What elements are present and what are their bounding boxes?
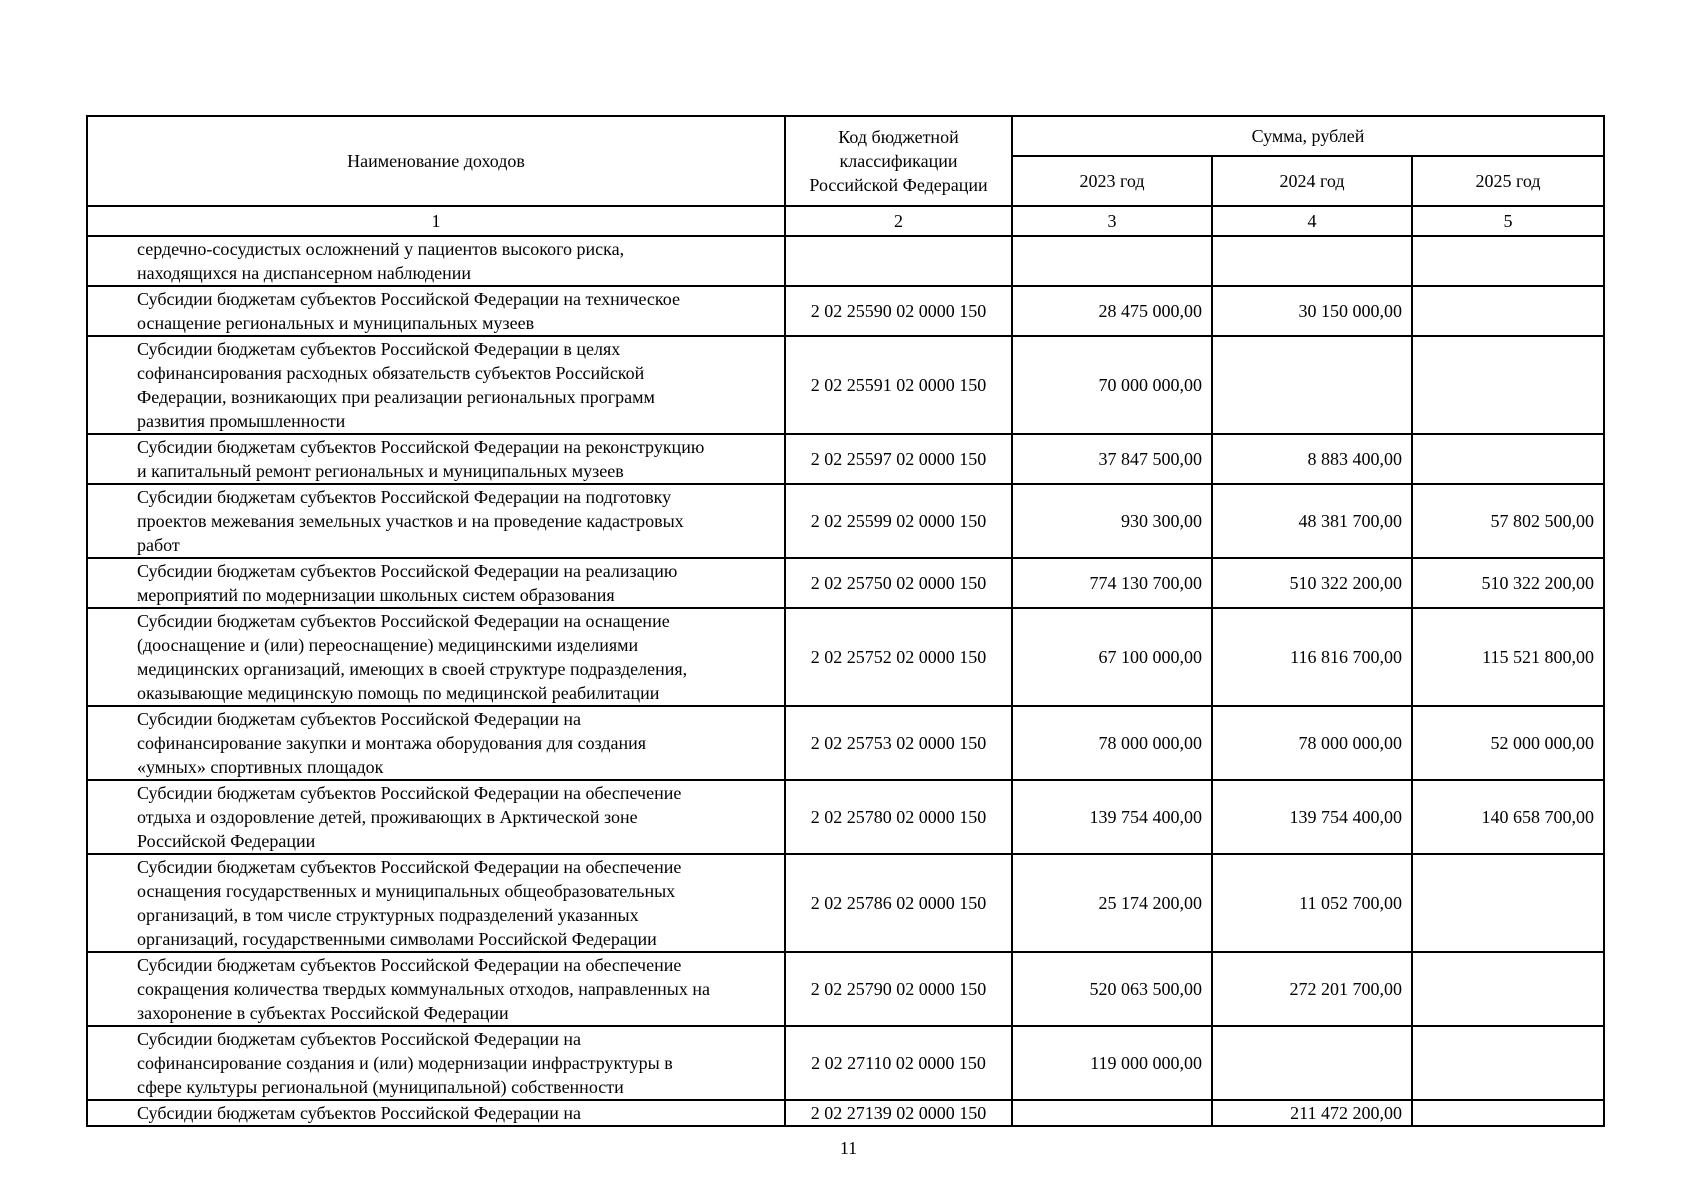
income-name-cell — [87, 236, 785, 286]
table-row — [87, 434, 1604, 484]
amount-2024-cell: 30 150 000,00 — [1212, 286, 1412, 336]
budget-code-cell: 2 02 25591 02 0000 150 — [785, 336, 1012, 434]
budget-code-cell: 2 02 25780 02 0000 150 — [785, 780, 1012, 854]
table-row — [87, 484, 1604, 558]
header-budget-code — [785, 116, 1012, 206]
budget-code-cell: 2 02 25790 02 0000 150 — [785, 952, 1012, 1026]
income-name-cell — [87, 780, 785, 854]
income-name-cell — [87, 854, 785, 952]
income-name-cell — [87, 434, 785, 484]
column-number-row — [87, 206, 1604, 236]
amount-2024-cell: 116 816 700,00 — [1212, 608, 1412, 706]
income-name-line: Субсидии бюджетам субъектов Российской Федерации на подготовку — [137, 487, 672, 507]
header-row-1 — [87, 116, 1604, 156]
amount-2024-cell: 139 754 400,00 — [1212, 780, 1412, 854]
income-name-line: Субсидии бюджетам субъектов Российской Федерации на — [137, 709, 582, 729]
column-number: 5 — [1412, 206, 1604, 236]
column-number: 4 — [1212, 206, 1412, 236]
amount-2025-cell — [1412, 336, 1604, 434]
income-name-line: проектов межевания земельных участков и на проведение кадастровых — [137, 511, 684, 531]
amount-2024-cell: 211 472 200,00 — [1212, 1100, 1412, 1126]
amount-2025-cell: 57 802 500,00 — [1412, 484, 1604, 558]
budget-code-cell — [785, 236, 1012, 286]
amount-2023-cell: 930 300,00 — [1012, 484, 1212, 558]
amount-2024-cell — [1212, 336, 1412, 434]
header-budget-code-line: Российской Федерации — [809, 175, 988, 195]
income-name-line: сокращения количества твердых коммунальных отходов, направленных на — [137, 979, 710, 999]
budget-code-cell: 2 02 27110 02 0000 150 — [785, 1026, 1012, 1100]
amount-2023-cell: 139 754 400,00 — [1012, 780, 1212, 854]
header-sum-rubles: Сумма, рублей — [1012, 116, 1604, 156]
amount-2025-cell: 52 000 000,00 — [1412, 706, 1604, 780]
header-year-2025: 2025 год — [1412, 156, 1604, 206]
income-name-line: оказывающие медицинскую помощь по медицинской реабилитации — [137, 683, 660, 703]
table-row — [87, 558, 1604, 608]
column-number: 1 — [87, 206, 785, 236]
income-name-line: организаций, в том числе структурных подразделений указанных — [137, 905, 639, 925]
header-budget-code-line: классификации — [839, 151, 958, 171]
table-row — [87, 286, 1604, 336]
column-number: 3 — [1012, 206, 1212, 236]
table-row — [87, 952, 1604, 1026]
amount-2024-cell: 11 052 700,00 — [1212, 854, 1412, 952]
budget-code-cell: 2 02 25599 02 0000 150 — [785, 484, 1012, 558]
income-name-line: софинансирование создания и (или) модернизации инфраструктуры в — [137, 1053, 673, 1073]
budget-code-cell: 2 02 27139 02 0000 150 — [785, 1100, 1012, 1126]
budget-table — [86, 115, 1605, 1127]
income-name-cell — [87, 484, 785, 558]
budget-code-cell: 2 02 25597 02 0000 150 — [785, 434, 1012, 484]
income-name-line: Субсидии бюджетам субъектов Российской Федерации в целях — [137, 339, 621, 359]
income-name-line: оснащение региональных и муниципальных музеев — [137, 313, 535, 333]
amount-2024-cell — [1212, 236, 1412, 286]
amount-2025-cell — [1412, 1100, 1604, 1126]
table-row — [87, 780, 1604, 854]
amount-2023-cell: 70 000 000,00 — [1012, 336, 1212, 434]
amount-2024-cell — [1212, 1026, 1412, 1100]
amount-2025-cell — [1412, 434, 1604, 484]
amount-2023-cell: 25 174 200,00 — [1012, 854, 1212, 952]
amount-2025-cell — [1412, 952, 1604, 1026]
table-body — [87, 116, 1604, 1126]
income-name-line: (дооснащение и (или) переоснащение) медицинскими изделиями — [137, 635, 639, 655]
income-name-line: Российской Федерации — [137, 831, 316, 851]
column-number: 2 — [785, 206, 1012, 236]
budget-code-cell: 2 02 25753 02 0000 150 — [785, 706, 1012, 780]
amount-2024-cell: 510 322 200,00 — [1212, 558, 1412, 608]
income-name-line: работ — [137, 535, 180, 555]
amount-2023-cell — [1012, 1100, 1212, 1126]
amount-2025-cell: 140 658 700,00 — [1412, 780, 1604, 854]
budget-code-cell: 2 02 25590 02 0000 150 — [785, 286, 1012, 336]
header-year-2023: 2023 год — [1012, 156, 1212, 206]
income-name-line: «умных» спортивных площадок — [137, 757, 384, 777]
income-name-line: Субсидии бюджетам субъектов Российской Федерации на обеспечение — [137, 857, 682, 877]
income-name-line: находящихся на диспансерном наблюдении — [137, 263, 472, 283]
amount-2024-cell: 78 000 000,00 — [1212, 706, 1412, 780]
income-name-line: развития промышленности — [137, 411, 346, 431]
income-name-cell — [87, 608, 785, 706]
amount-2023-cell — [1012, 236, 1212, 286]
income-name-line: Субсидии бюджетам субъектов Российской Федерации на оснащение — [137, 611, 670, 631]
amount-2025-cell — [1412, 236, 1604, 286]
table-row — [87, 608, 1604, 706]
amount-2025-cell: 115 521 800,00 — [1412, 608, 1604, 706]
page-number: 11 — [839, 1138, 858, 1158]
amount-2023-cell: 78 000 000,00 — [1012, 706, 1212, 780]
income-name-cell — [87, 336, 785, 434]
income-name-line: захоронение в субъектах Российской Федерации — [137, 1003, 509, 1023]
income-name-line: Субсидии бюджетам субъектов Российской Федерации на — [137, 1103, 582, 1123]
income-name-line: софинансирования расходных обязательств субъектов Российской — [137, 363, 645, 383]
income-name-cell — [87, 1100, 785, 1126]
income-name-line: медицинских организаций, имеющих в своей структуре подразделения, — [137, 659, 688, 679]
income-name-line: сердечно-сосудистых осложнений у пациентов высокого риска, — [137, 239, 625, 259]
amount-2023-cell: 520 063 500,00 — [1012, 952, 1212, 1026]
budget-code-cell: 2 02 25752 02 0000 150 — [785, 608, 1012, 706]
income-name-line: софинансирование закупки и монтажа оборудования для создания — [137, 733, 647, 753]
table-row — [87, 706, 1604, 780]
table-row — [87, 1100, 1604, 1126]
income-name-line: организаций, государственными символами Российской Федерации — [137, 929, 657, 949]
table-row — [87, 854, 1604, 952]
amount-2023-cell: 37 847 500,00 — [1012, 434, 1212, 484]
table-row — [87, 1026, 1604, 1100]
budget-code-cell: 2 02 25750 02 0000 150 — [785, 558, 1012, 608]
amount-2025-cell: 510 322 200,00 — [1412, 558, 1604, 608]
income-name-cell — [87, 1026, 785, 1100]
income-name-line: оснащения государственных и муниципальных общеобразовательных — [137, 881, 676, 901]
income-name-line: Субсидии бюджетам субъектов Российской Федерации на техническое — [137, 289, 680, 309]
amount-2023-cell: 119 000 000,00 — [1012, 1026, 1212, 1100]
table-row — [87, 236, 1604, 286]
amount-2025-cell — [1412, 854, 1604, 952]
amount-2025-cell — [1412, 1026, 1604, 1100]
amount-2025-cell — [1412, 286, 1604, 336]
income-name-line: Субсидии бюджетам субъектов Российской Федерации на реконструкцию — [137, 437, 705, 457]
income-name-line: Субсидии бюджетам субъектов Российской Федерации на — [137, 1029, 582, 1049]
amount-2023-cell: 28 475 000,00 — [1012, 286, 1212, 336]
income-name-cell — [87, 558, 785, 608]
income-name-cell — [87, 952, 785, 1026]
table-row — [87, 336, 1604, 434]
income-name-line: Субсидии бюджетам субъектов Российской Федерации на реализацию — [137, 561, 678, 581]
income-name-line: Субсидии бюджетам субъектов Российской Федерации на обеспечение — [137, 955, 682, 975]
header-name-of-income: Наименование доходов — [87, 116, 785, 206]
amount-2024-cell: 272 201 700,00 — [1212, 952, 1412, 1026]
header-budget-code-line: Код бюджетной — [838, 127, 959, 147]
amount-2024-cell: 8 883 400,00 — [1212, 434, 1412, 484]
income-name-line: сфере культуры региональной (муниципальной) собственности — [137, 1077, 624, 1097]
budget-code-cell: 2 02 25786 02 0000 150 — [785, 854, 1012, 952]
header-year-2024: 2024 год — [1212, 156, 1412, 206]
income-name-line: мероприятий по модернизации школьных систем образования — [137, 585, 615, 605]
amount-2023-cell: 774 130 700,00 — [1012, 558, 1212, 608]
income-name-line: Субсидии бюджетам субъектов Российской Федерации на обеспечение — [137, 783, 682, 803]
amount-2023-cell: 67 100 000,00 — [1012, 608, 1212, 706]
amount-2024-cell: 48 381 700,00 — [1212, 484, 1412, 558]
income-name-line: Федерации, возникающих при реализации региональных программ — [137, 387, 655, 407]
income-name-line: отдыха и оздоровление детей, проживающих в Арктической зоне — [137, 807, 638, 827]
income-name-cell — [87, 286, 785, 336]
income-name-cell — [87, 706, 785, 780]
income-name-line: и капитальный ремонт региональных и муниципальных музеев — [137, 461, 624, 481]
